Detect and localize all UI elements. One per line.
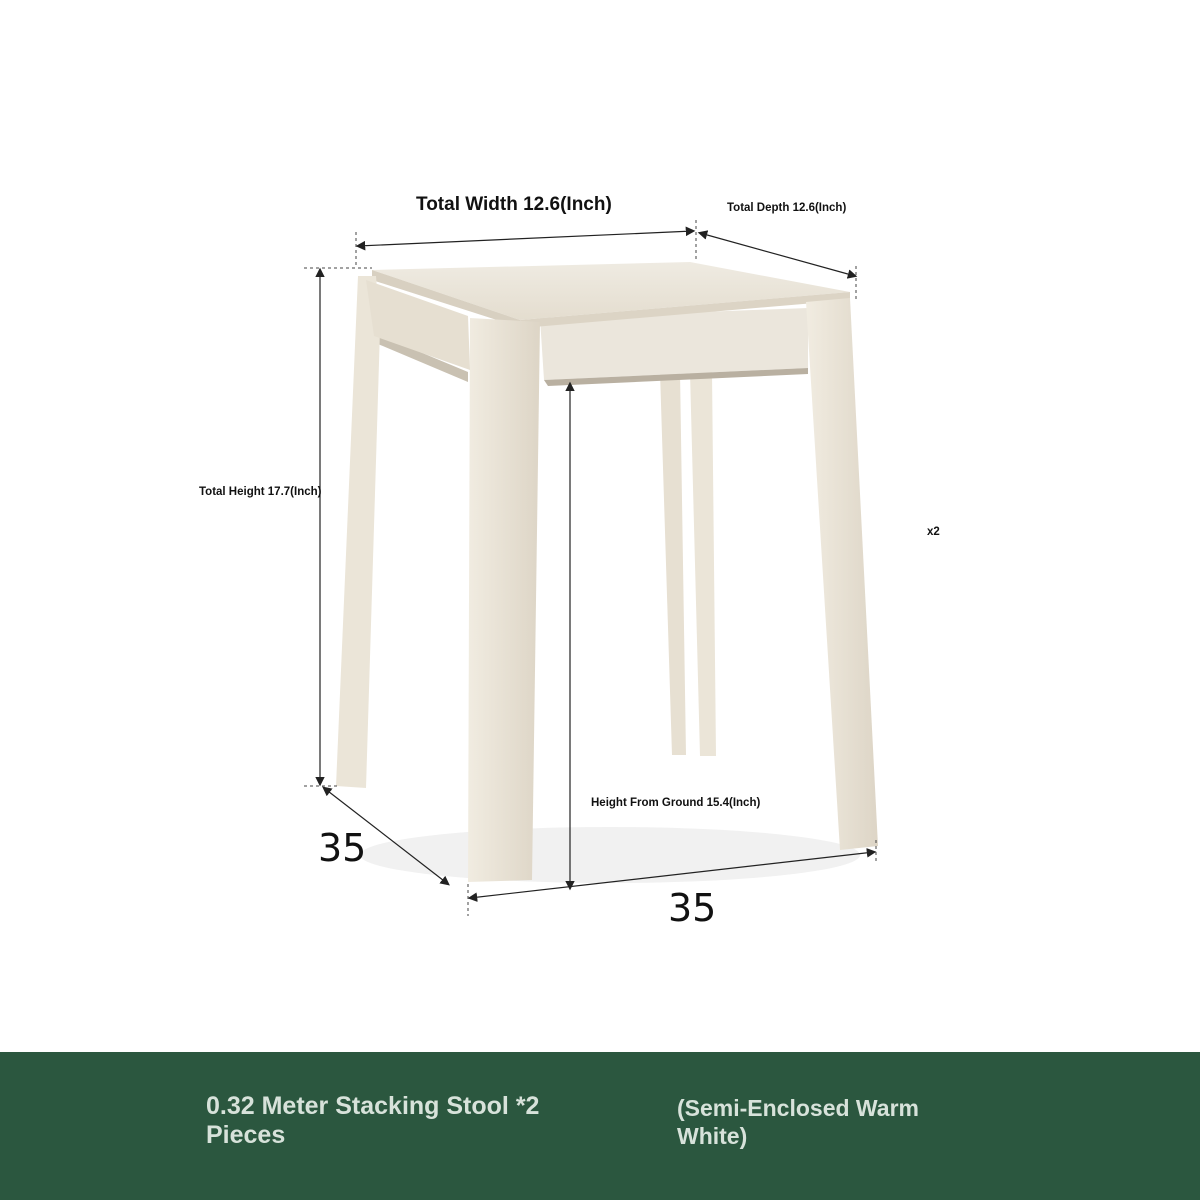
- quantity-label: x2: [927, 526, 940, 538]
- total-height-label: Total Height 17.7(Inch): [199, 486, 322, 498]
- product-footer-banner: [0, 1052, 1200, 1200]
- product-name: 0.32 Meter Stacking Stool *2 Pieces: [206, 1092, 540, 1149]
- depth-cm-label: 35: [318, 826, 367, 870]
- front-leg-right: [806, 298, 878, 850]
- total-depth-label: Total Depth 12.6(Inch): [727, 202, 847, 214]
- product-variant: (Semi-Enclosed Warm White): [677, 1095, 919, 1149]
- front-leg-left: [468, 318, 540, 882]
- side-leg-left: [336, 276, 380, 788]
- back-leg-right: [690, 372, 716, 756]
- total-width-label: Total Width 12.6(Inch): [416, 194, 612, 215]
- width-cm-label: 35: [668, 886, 717, 930]
- back-leg-left: [660, 372, 686, 755]
- height-from-ground-label: Height From Ground 15.4(Inch): [591, 797, 761, 809]
